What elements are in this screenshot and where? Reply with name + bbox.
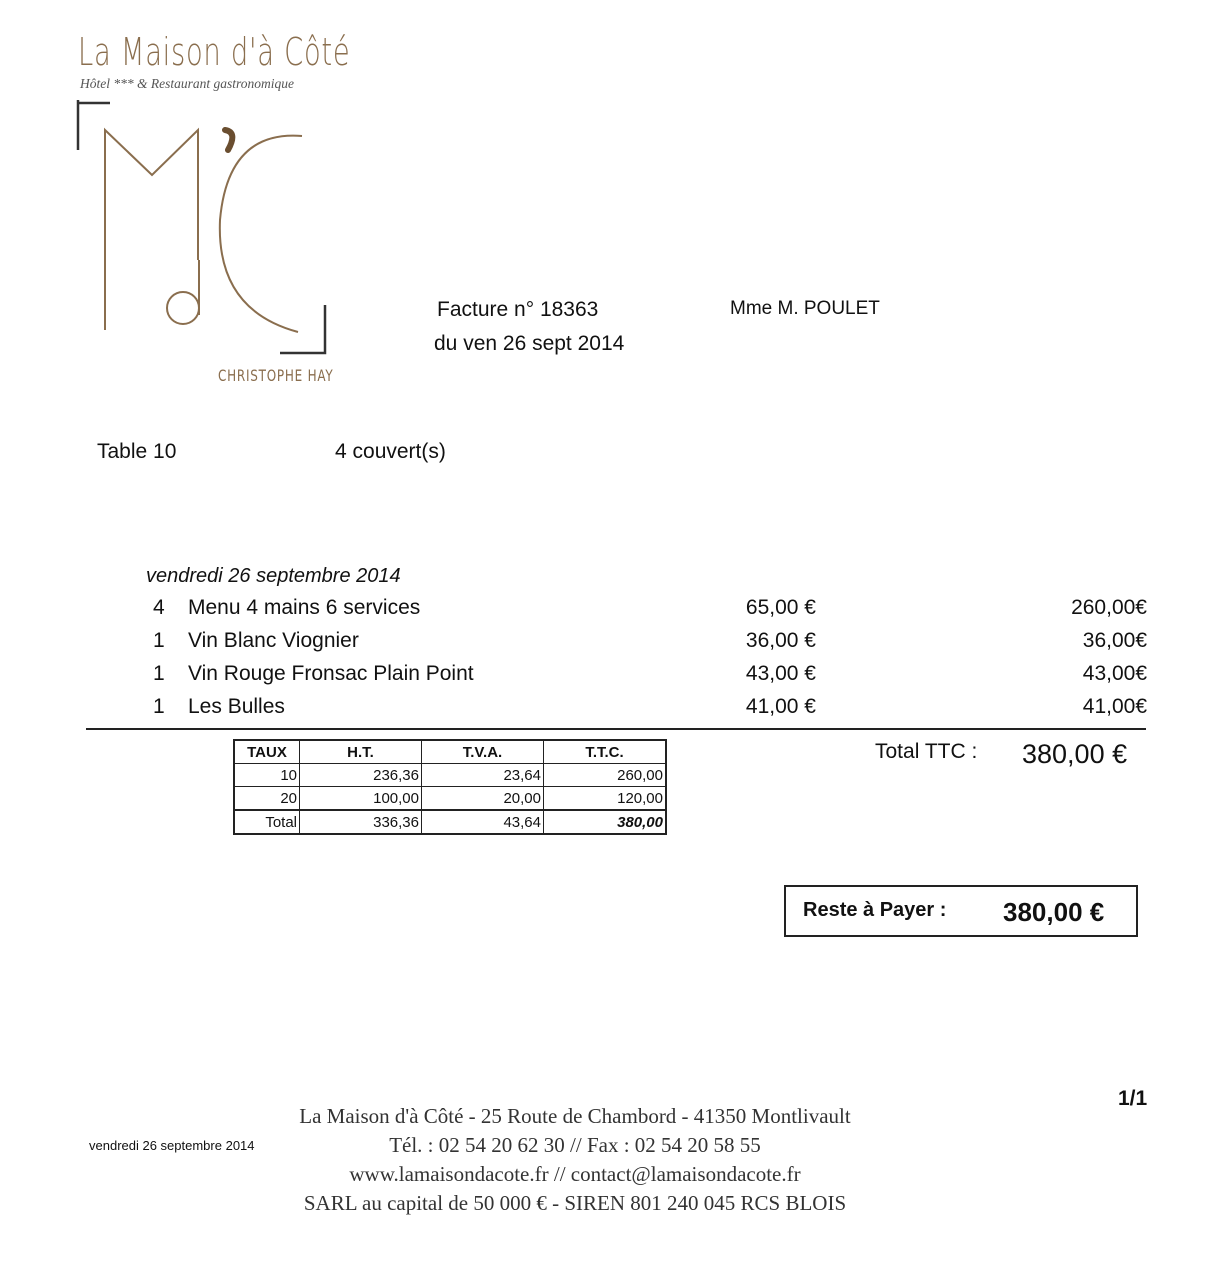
vat-ttc: 260,00	[544, 764, 667, 787]
line-total: 36,00€	[1082, 629, 1147, 652]
footer-address: La Maison d'à Côté - 25 Route de Chambord - 41350 Montlivault	[299, 1104, 851, 1128]
vat-ht: 100,00	[300, 787, 422, 811]
vat-total-ttc: 380,00	[544, 810, 667, 834]
line-total: 43,00€	[1082, 662, 1147, 685]
total-ttc-value: 380,00 €	[1022, 739, 1128, 769]
line-unit-price: 65,00 €	[745, 596, 816, 619]
vat-row	[234, 787, 666, 811]
restaurant-logo	[70, 100, 340, 360]
covers-count: 4 couvert(s)	[335, 440, 446, 463]
vat-row	[234, 764, 666, 787]
line-description: Vin Rouge Fronsac Plain Point	[188, 662, 474, 685]
chef-name: CHRISTOPHE HAY	[218, 366, 334, 385]
line-unit-price: 36,00 €	[745, 629, 816, 652]
vat-header-ht: H.T.	[300, 740, 422, 764]
line-description: Vin Blanc Viognier	[188, 629, 359, 652]
restaurant-name: La Maison d'à Côté	[78, 30, 351, 74]
line-unit-price: 41,00 €	[745, 695, 816, 718]
amount-due-value: 380,00 €	[1003, 897, 1105, 927]
vat-tva: 23,64	[422, 764, 544, 787]
line-unit-price: 43,00 €	[745, 662, 816, 685]
vat-total-tva: 43,64	[422, 810, 544, 834]
vat-table	[233, 739, 667, 835]
line-qty: 1	[153, 629, 165, 652]
footer-phone: Tél. : 02 54 20 62 30 // Fax : 02 54 20 58 55	[389, 1133, 761, 1157]
line-qty: 1	[153, 662, 165, 685]
line-description: Les Bulles	[188, 695, 285, 718]
vat-header-ttc: T.T.C.	[544, 740, 667, 764]
vat-total-label: Total	[234, 810, 300, 834]
restaurant-subtitle: Hôtel *** & Restaurant gastronomique	[80, 76, 294, 91]
vat-ht: 236,36	[300, 764, 422, 787]
line-qty: 1	[153, 695, 165, 718]
vat-rate: 20	[234, 787, 300, 811]
vat-header-rate: TAUX	[234, 740, 300, 764]
vat-header-row	[234, 740, 666, 764]
invoice-date: du ven 26 sept 2014	[434, 332, 625, 355]
vat-rate: 10	[234, 764, 300, 787]
footer-web: www.lamaisondacote.fr // contact@lamaisondacote.fr	[349, 1162, 801, 1186]
vat-tva: 20,00	[422, 787, 544, 811]
vat-ttc: 120,00	[544, 787, 667, 811]
invoice-number: Facture n° 18363	[437, 298, 599, 321]
table-number: Table 10	[97, 440, 177, 463]
line-total: 260,00€	[1071, 596, 1147, 619]
vat-total-ht: 336,36	[300, 810, 422, 834]
customer-name: Mme M. POULET	[730, 298, 880, 319]
amount-due-label: Reste à Payer :	[803, 899, 947, 921]
service-day: vendredi 26 septembre 2014	[146, 565, 401, 587]
page-number: 1/1	[1118, 1087, 1148, 1110]
line-total: 41,00€	[1082, 695, 1147, 718]
vat-total-row	[234, 810, 666, 834]
line-qty: 4	[153, 596, 165, 619]
vat-header-tva: T.V.A.	[422, 740, 544, 764]
line-description: Menu 4 mains 6 services	[188, 596, 421, 619]
divider	[86, 728, 1146, 730]
footer-legal: SARL au capital de 50 000 € - SIREN 801 240 045 RCS BLOIS	[303, 1191, 847, 1215]
print-date: vendredi 26 septembre 2014	[89, 1138, 255, 1153]
total-ttc-label: Total TTC :	[875, 740, 978, 763]
